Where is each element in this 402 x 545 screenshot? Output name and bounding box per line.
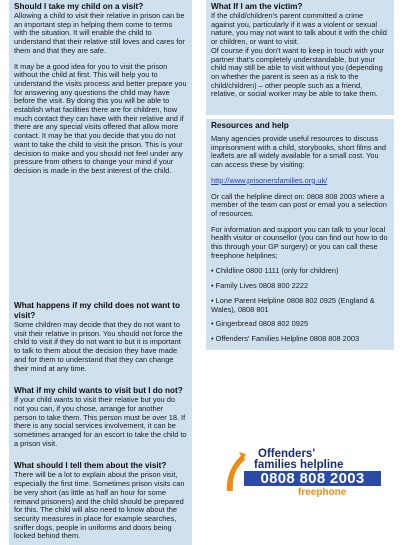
list-item: • Childline 0800 1111 (only for children) <box>211 266 339 276</box>
section-tell-box <box>9 459 192 545</box>
section-victim-box <box>206 0 394 115</box>
helpline-list <box>211 267 389 343</box>
paragraph: Many agencies provide useful resources to discuss imprisonment with a child, storybooks, short films and leaflets are all widely available for a small cost. You can access these by visiting: <box>211 134 386 170</box>
paragraph: If the child/children's parent committed a crime against you, particularly if it was a violent or sexual nature, you may not want to talk about it with the child or children, or want to visit. <box>211 11 387 47</box>
prisoners-families-link[interactable]: http://www.prisonersfamilies.org.uk/ <box>211 175 328 185</box>
paragraph: For information and support you can talk to your local health visitor or counsellor (you can find out how to do this through your GP surgery) or you can call these freephone helplines; <box>211 224 388 260</box>
section-title-no-visit: What happens if my child does not want to visit? <box>14 301 181 320</box>
paragraph: Allowing a child to visit their relative in prison can be an important step in helping them come to terms with the situation. It will enable the child to understand that their relative still loves and cares for them and that they are safe. <box>14 11 185 55</box>
right-column <box>206 0 394 503</box>
section-child-wants-box <box>9 384 192 459</box>
section-title-victim: What If I am the victim? <box>211 2 303 11</box>
logo-text-offenders: Offenders' <box>258 448 316 460</box>
offenders-families-helpline-logo <box>224 447 381 499</box>
paragraph: Some children may decide that they do not want to visit their relative in prison. You should not force the child to visit if they do not want to but it is important to talk to them about the decision they have made and for them to understand that they can change their mind at any time. <box>14 320 183 373</box>
paragraph: Of course if you don't want to keep in touch with your partner that's completely understandable, but your child may still be able to visit without you (depending on whether the parent is seen as a risk to the child/children) – other people such as a friend, relative, or social worker may be able to take them. <box>211 45 385 99</box>
list-item: • Family Lives 0808 800 2222 <box>211 281 309 291</box>
list-item: • Offenders' Families Helpline 0808 808 2003 <box>211 333 360 343</box>
section-no-visit-box <box>9 299 192 384</box>
section-title-resources: Resources and help <box>211 121 289 130</box>
logo-text-freephone: freephone <box>298 487 347 498</box>
section-title-child-wants: What if my child wants to visit but I do not? <box>14 386 183 396</box>
logo-phone-number: 0808 808 2003 <box>244 471 381 486</box>
logo-text-families-helpline: families helpline <box>254 459 344 471</box>
list-item: • Lone Parent Helpline 0808 802 0925 (England & Wales), 0808 801 <box>211 295 375 314</box>
paragraph: If your child wants to visit their relative but you do not you can, if you chose, arrange for another person to take them. This person must be over 18. If there is any social services involvement, it can be sometimes arranged for an escort to take the child to a prison visit. <box>14 395 187 448</box>
paragraph: Or call the helpline direct on: 0808 808 2003 where a member of the team can post or email you a selection of resources. <box>211 191 387 218</box>
section-title-visit: Should I take my child on a visit? <box>14 2 144 11</box>
paragraph: There will be a lot to explain about the prison visit, especially the first time. Sometimes prison visits can be very short (as little as half an hour for some remand prisoners) and the child should be prepared for this. The child will also need to know about the security measures in place for example searches, sniffer dogs, people in uniforms and doors being locked behind them. <box>14 470 185 541</box>
section-resources-box <box>206 119 394 350</box>
paragraph: It may be a good idea for you to visit the prison without the child at first. This will help you to understand the visits process and better prepare you for answering any questions the child may have before the visit. By doing this you will be able to establish what facilities there are for children, how much contact they can have with their relative and if there are any special visits offered that allow more contact. It may be that you decide that you do not want to take the child to visit the prison. This is your decision to make and you should not feel under any pressure from others to change your mind if your decision is made in the best interest of the child. <box>14 61 187 175</box>
swoosh-arrow-icon <box>224 451 246 493</box>
left-column <box>9 0 192 541</box>
section-title-tell: What should I tell them about the visit? <box>14 461 167 471</box>
section-visit-box <box>9 0 192 299</box>
list-item: • Gingerbread 0808 802 0925 <box>211 319 309 329</box>
